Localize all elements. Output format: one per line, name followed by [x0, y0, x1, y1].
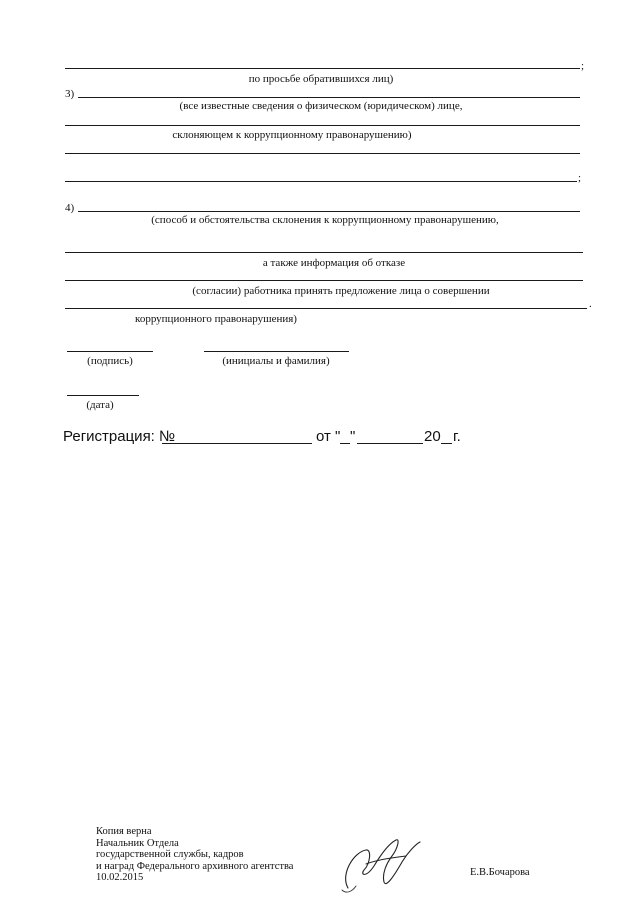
registration-day-line	[340, 443, 350, 444]
date-line	[67, 395, 139, 396]
certification-block	[96, 826, 293, 884]
signer-name: Е.В.Бочарова	[470, 867, 530, 878]
item3-line-2	[65, 125, 580, 126]
signature-caption: (подпись)	[87, 355, 133, 367]
top-fill-line	[65, 68, 580, 69]
item3-number: 3)	[65, 88, 75, 100]
registration-year-line	[441, 443, 452, 444]
item3-line-1	[78, 97, 580, 98]
certification-date: 10.02.2015	[96, 872, 144, 883]
registration-year-prefix: 20	[424, 428, 441, 445]
registration-month-line	[357, 443, 423, 444]
item4-caption-4: коррупционного правонарушения)	[135, 313, 297, 325]
initials-line	[204, 351, 349, 352]
initials-caption: (инициалы и фамилия)	[222, 355, 330, 367]
registration-label: Регистрация: №	[63, 428, 176, 445]
item3-caption-2: склоняющем к коррупционному правонарушению)	[172, 129, 412, 141]
item4-line-4	[65, 308, 587, 309]
certification-line-2: Начальник Отдела	[96, 837, 179, 849]
item3-caption-1: (все известные сведения о физическом (юридическом) лице,	[179, 100, 463, 112]
semicolon-mark: ;	[581, 60, 585, 72]
item4-line-3	[65, 280, 583, 281]
caption-request: по просьбе обратившихся лиц)	[248, 73, 394, 85]
registration-quote-close: "	[350, 428, 356, 445]
registration-number-line	[162, 443, 312, 444]
item4-caption-2: а также информация об отказе	[262, 257, 406, 269]
period-mark: .	[589, 298, 592, 310]
item4-caption-1: (способ и обстоятельства склонения к коррупционному правонарушению,	[151, 214, 499, 226]
date-caption: (дата)	[86, 399, 114, 411]
certification-line-1: Копия верна	[96, 826, 152, 837]
item4-number: 4)	[65, 202, 75, 214]
handwritten-signature	[336, 830, 426, 900]
item3-line-4	[65, 181, 577, 182]
item4-line-1	[78, 211, 580, 212]
signature-line	[67, 351, 153, 352]
item4-line-2	[65, 252, 583, 253]
registration-year-suffix: г.	[453, 428, 461, 445]
semicolon-mark-2: ;	[578, 172, 582, 184]
item4-caption-3: (согласии) работника принять предложение лица о совершении	[192, 285, 490, 297]
item3-line-3	[65, 153, 580, 154]
registration-from: от "	[316, 428, 341, 445]
certification-line-4: и наград Федерального архивного агентства	[96, 860, 294, 872]
certification-line-3: государственной службы, кадров	[96, 849, 244, 860]
